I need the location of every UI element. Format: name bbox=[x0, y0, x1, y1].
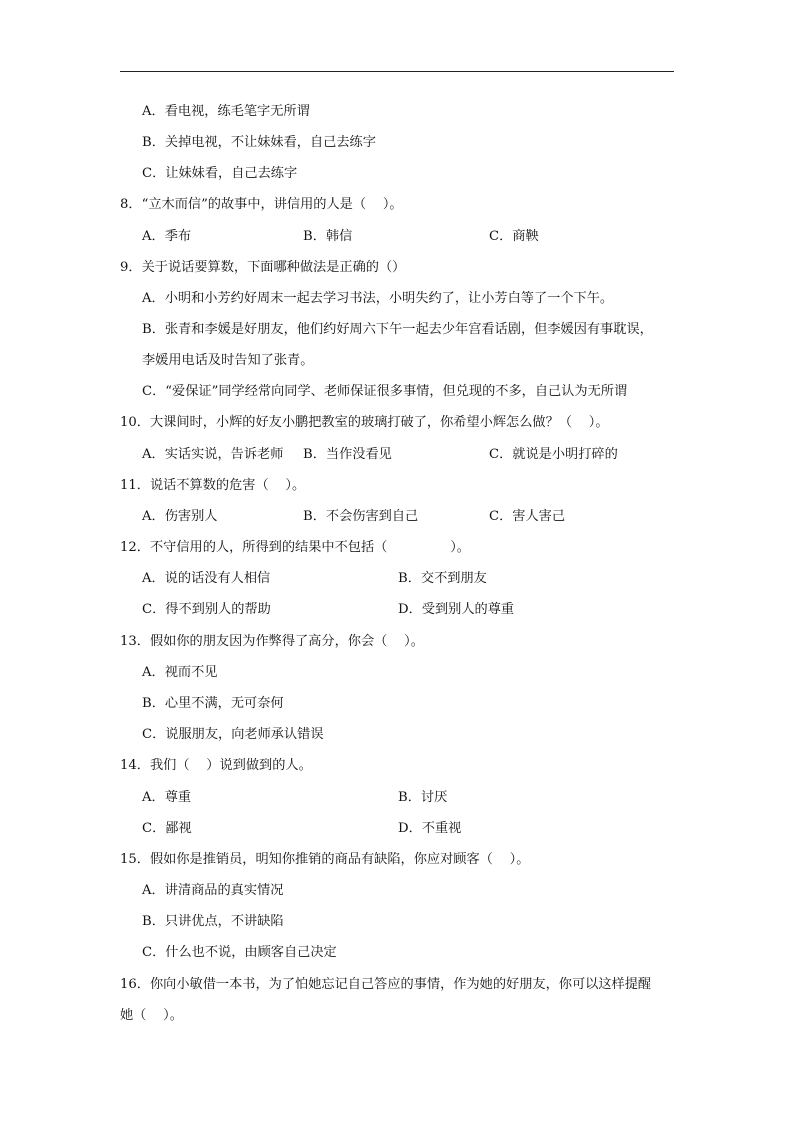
q13-stem: 13．假如你的朋友因为作弊得了高分，你会（ ）。 bbox=[120, 634, 424, 649]
q11-option-b: B．不会伤害到自己 bbox=[303, 509, 419, 524]
q11-stem: 11．说话不算数的危害（ ）。 bbox=[120, 478, 306, 493]
q9-option-b: B．张青和李媛是好朋友，他们约好周六下午一起去少年宫看话剧，但李媛因有事耽误， bbox=[142, 322, 653, 337]
q10-option-a: A．实话实说，告诉老师 bbox=[142, 447, 284, 462]
q12-stem: 12．不守信用的人，所得到的结果中不包括（ ）。 bbox=[120, 540, 470, 555]
q13-option-a: A．视而不见 bbox=[142, 665, 218, 680]
q7-option-a: A．看电视，练毛笔字无所谓 bbox=[142, 104, 310, 119]
q10-option-c: C．就说是小明打碎的 bbox=[489, 447, 618, 462]
q15-option-c: C．什么也不说，由顾客自己决定 bbox=[142, 945, 337, 960]
q10-option-b: B．当作没看见 bbox=[303, 447, 392, 462]
q14-stem: 14．我们（ ）说到做到的人。 bbox=[120, 758, 312, 773]
q15-stem: 15．假如你是推销员，明知你推销的商品有缺陷，你应对顾客（ ）。 bbox=[120, 852, 530, 867]
q12-option-b: B．交不到朋友 bbox=[398, 571, 487, 586]
q8-option-b: B．韩信 bbox=[303, 229, 353, 244]
q12-option-c: C．得不到别人的帮助 bbox=[142, 602, 271, 617]
q8-stem: 8．“立木而信”的故事中，讲信用的人是（ ）。 bbox=[120, 197, 403, 212]
q14-option-b: B．讨厌 bbox=[398, 790, 448, 805]
q16-stem-cont: 她（ ）。 bbox=[120, 1008, 183, 1023]
q7-option-c: C．让妹妹看，自己去练字 bbox=[142, 166, 298, 181]
q9-option-c: C．“爱保证”同学经常向同学、老师保证很多事情，但兑现的不多，自己认为无所谓 bbox=[142, 384, 628, 399]
q13-option-c: C．说服朋友，向老师承认错误 bbox=[142, 727, 324, 742]
q11-option-c: C．害人害己 bbox=[489, 509, 566, 524]
q8-option-c: C．商鞅 bbox=[489, 229, 539, 244]
q15-option-a: A．讲清商品的真实情况 bbox=[142, 883, 284, 898]
q9-stem: 9．关于说话要算数，下面哪种做法是正确的（） bbox=[120, 260, 406, 275]
q9-option-a: A．小明和小芳约好周末一起去学习书法，小明失约了，让小芳白等了一个下午。 bbox=[142, 291, 614, 306]
q14-option-d: D．不重视 bbox=[398, 821, 462, 836]
q7-option-b: B．关掉电视，不让妹妹看，自己去练字 bbox=[142, 135, 376, 150]
q12-option-d: D．受到别人的尊重 bbox=[398, 602, 515, 617]
header-rule bbox=[120, 71, 674, 72]
q13-option-b: B．心里不满，无可奈何 bbox=[142, 696, 284, 711]
q14-option-c: C．鄙视 bbox=[142, 821, 192, 836]
q12-option-a: A．说的话没有人相信 bbox=[142, 571, 271, 586]
q8-option-a: A．季布 bbox=[142, 229, 192, 244]
q14-option-a: A．尊重 bbox=[142, 790, 192, 805]
q15-option-b: B．只讲优点，不讲缺陷 bbox=[142, 914, 284, 929]
q11-option-a: A．伤害别人 bbox=[142, 509, 218, 524]
q16-stem: 16．你向小敏借一本书，为了怕她忘记自己答应的事情，作为她的好朋友，你可以这样提醒 bbox=[120, 977, 652, 992]
q10-stem: 10．大课间时，小辉的好友小鹏把教室的玻璃打破了，你希望小辉怎么做？（ ）。 bbox=[120, 415, 609, 430]
q9-option-b-cont: 李媛用电话及时告知了张青。 bbox=[142, 353, 314, 368]
